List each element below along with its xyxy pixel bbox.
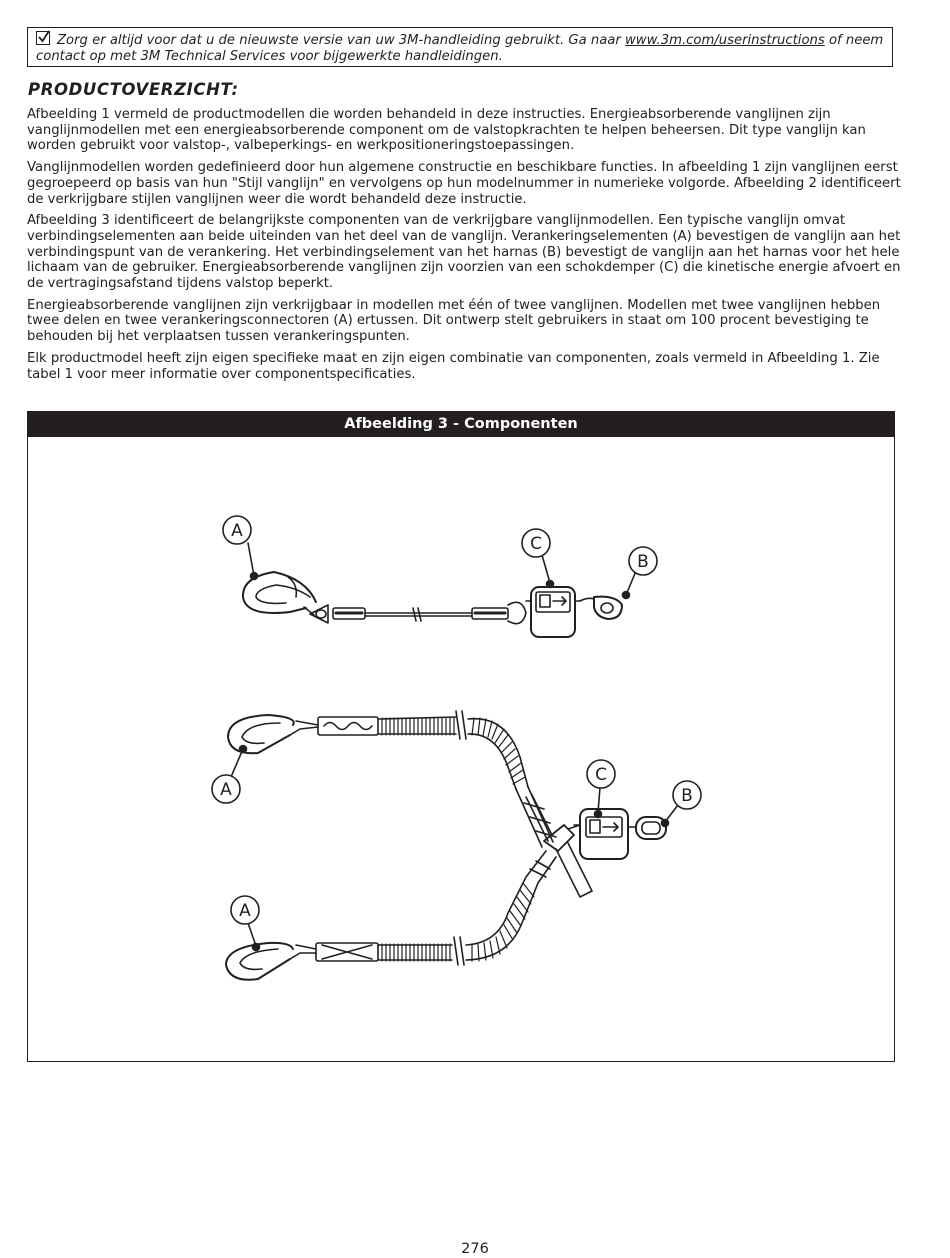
single-leg-lanyard xyxy=(243,572,622,637)
paragraph: Afbeelding 1 vermeld de productmodellen die worden behandeld in deze instructies. Energieabsorberende vanglijnen zijn vanglijnmodellen met een energieabsorberende component om de valstopkrachten te helpen beheersen. Dit type vanglijn kan worden gebruikt voor valstop-, valbeperkings- en werkpositioneringstoepassingen. xyxy=(27,107,866,154)
instructions-notice xyxy=(27,27,893,67)
userinstructions-link[interactable]: www.3m.com/userinstructions xyxy=(625,33,825,48)
callout-label: A xyxy=(220,780,232,800)
paragraph: Elk productmodel heeft zijn eigen specifieke maat en zijn eigen combinatie van componenten, zoals vermeld in Afbeelding 1. Zie tabel 1 voor meer informatie over componentspecificaties. xyxy=(27,350,880,382)
figure-components xyxy=(27,411,895,1062)
notice-text-after: of neem contact op met 3M Technical Services voor bijgewerkte handleidingen. xyxy=(36,33,884,64)
callout-a-upper-hook xyxy=(212,746,247,804)
page-number: 276 xyxy=(461,1241,489,1257)
callout-b-twin xyxy=(662,781,702,827)
figure-title: Afbeelding 3 - Componenten xyxy=(28,412,894,437)
callout-label: A xyxy=(239,901,251,921)
paragraph: Vanglijnmodellen worden gedefinieerd door hun algemene constructie en beschikbare functies. In afbeelding 1 zijn vanglijnen eerst gegroepeerd op basis van hun "Stijl vanglijn" en vervolgens op hun modelnummer in numerieke volgorde. Afbeelding 2 identificeert de verkrijgbare stijlen vanglijnen weer die wordt behandeld deze instructie. xyxy=(27,160,901,207)
callout-label: C xyxy=(595,765,607,785)
paragraph: Afbeelding 3 identificeert de belangrijkste componenten van de verkrijgbare vanglijnmodellen. Een typische vanglijn omvat verbindingselementen aan beide uiteinden van het deel van de vanglijn. Verankeringselementen (A) bevestigen de vanglijn aan het verbindingspunt van de verankering. Het verbindingselement van het harnas (B) bevestigt de vanglijn aan het harnas voor het hele lichaam van de gebruiker. Energieabsorberende vanglijnen zijn voorzien van een schokdemper (C) die kinetische energie afvoert en de vertragingsafstand tijdens valstop beperkt. xyxy=(27,213,901,292)
twin-leg-lanyard xyxy=(226,711,666,980)
callout-a-top xyxy=(223,516,258,580)
section-heading: PRODUCTOVERZICHT: xyxy=(28,80,239,99)
callout-a-lower-hook xyxy=(231,896,260,951)
callout-label: A xyxy=(231,521,243,541)
lanyard-illustration xyxy=(28,437,894,1061)
callout-label: C xyxy=(530,534,542,554)
callout-b-top xyxy=(623,547,658,599)
checkbox-icon xyxy=(36,31,50,45)
callout-label: B xyxy=(681,786,693,806)
notice-text-before: Zorg er altijd voor dat u de nieuwste versie van uw 3M-handleiding gebruikt. Ga naar xyxy=(57,33,626,48)
callout-c-top xyxy=(522,529,554,588)
body-text xyxy=(27,107,907,388)
paragraph: Energieabsorberende vanglijnen zijn verkrijgbaar in modellen met één of twee vanglijnen. Modellen met twee vanglijnen hebben twee delen en twee verankeringsconnectoren (A) ertussen. Dit ontwerp stelt gebruikers in staat om 100 procent bevestiging te behouden bij het verplaatsen tussen verankeringspunten. xyxy=(27,297,881,345)
callout-label: B xyxy=(637,552,649,572)
